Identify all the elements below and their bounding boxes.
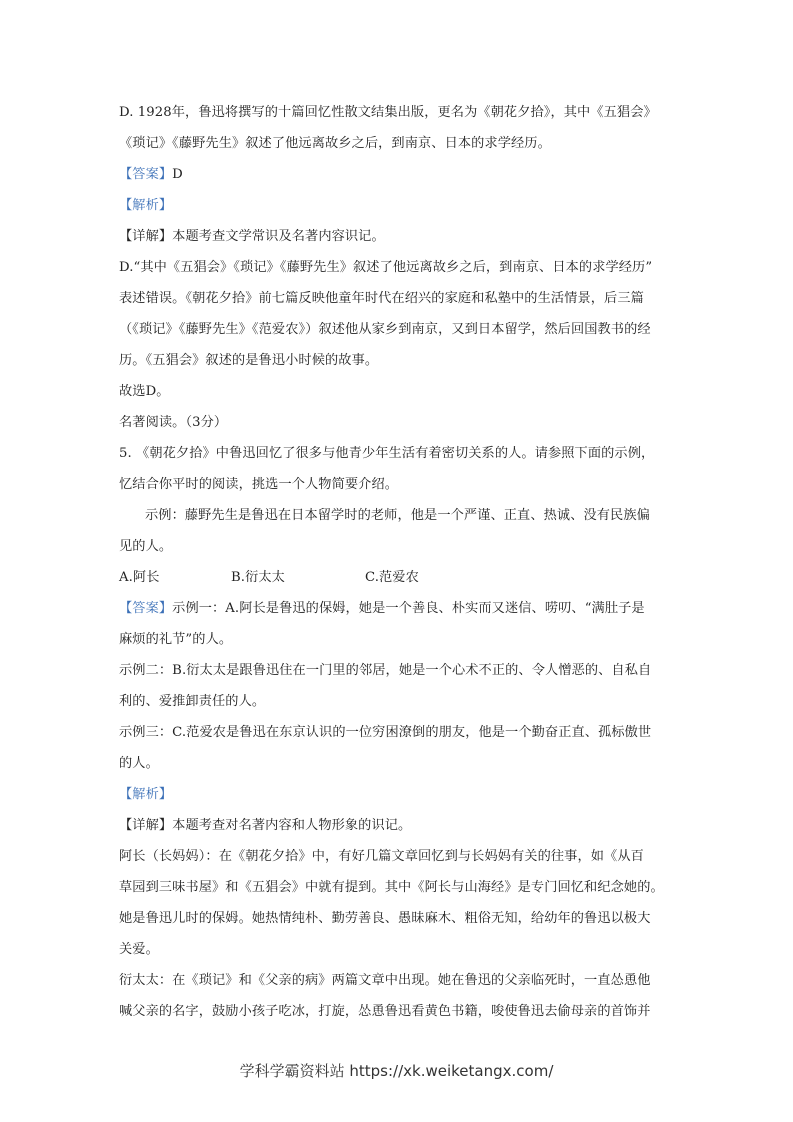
question-text: 忆结合你平时的阅读，挑选一个人物简要介绍。 (119, 477, 399, 492)
text-line: 示例二：B.衍太太是跟鲁迅住在一门里的邻居，她是一个心术不正的、令人憎恶的、自私自 (119, 663, 652, 678)
answer-text: 示例一：A.阿长是鲁迅的保姆，她是一个善良、朴实而又迷信、唠叨、“满肚子是 (172, 601, 645, 616)
text-line: 喊父亲的名字，鼓励小孩子吃冰，打旋，怂恿鲁迅看黄色书籍，唆使鲁迅去偷母亲的首饰并 (119, 1004, 651, 1019)
detail-line (119, 221, 679, 252)
text-line: D. 1928年，鲁迅将撰写的十篇回忆性散文结集出版，更名为《朝花夕拾》，其中《五猖会》 (119, 105, 657, 120)
document-body (119, 97, 679, 1027)
text-line: 麻烦的礼节”的人。 (119, 632, 233, 647)
text-line: 利的、爱推卸责任的人。 (119, 694, 266, 709)
option-a: A.阿长 (119, 570, 160, 585)
detail-tag: 【详解】 (119, 229, 173, 244)
detail-line (119, 810, 679, 841)
example-text: 见的人。 (119, 539, 173, 554)
text-line: 的人。 (119, 756, 159, 771)
text-line: 表述错误。《朝花夕拾》前七篇反映他童年时代在绍兴的家庭和私塾中的生活情景，后三篇 (119, 291, 644, 306)
answer-line (119, 593, 679, 624)
detail-text: 本题考查文学常识及名著内容识记。 (172, 229, 385, 244)
analysis-tag: 【解析】 (119, 787, 173, 802)
text-line: 示例三：C.范爱农是鲁迅在东京认识的一位穷困潦倒的朋友，他是一个勤奋正直、孤标傲世 (119, 725, 652, 740)
page-footer: 学科学霸资料站 https://xk.weiketangx.com/ (239, 1062, 554, 1080)
text-line: D.“其中《五猖会》《琐记》《藤野先生》叙述了他远离故乡之后，到南京、日本的求学经历” (119, 260, 653, 275)
analysis-line (119, 779, 679, 810)
analysis-tag: 【解析】 (119, 198, 173, 213)
analysis-line (119, 190, 679, 221)
options-line (119, 562, 679, 593)
answer-line (119, 159, 679, 190)
text-line: （《琐记》《藤野先生》《范爱农》）叙述他从家乡到南京，又到日本留学，然后回国教书的经 (119, 322, 651, 337)
text-line: 衍太太：在《琐记》和《父亲的病》两篇文章中出现。她在鲁迅的父亲临死时，一直怂恿他 (119, 973, 651, 988)
answer-tag: 【答案】 (119, 601, 173, 616)
text-line: 关爱。 (119, 942, 159, 957)
answer-tag: 【答案】 (119, 167, 173, 182)
text-line: 阿长（长妈妈）：在《朝花夕拾》中，有好几篇文章回忆到与长妈妈有关的往事，如《从百 (119, 849, 644, 864)
detail-tag: 【详解】 (119, 818, 173, 833)
text-line: 故选D。 (119, 384, 170, 399)
option-c: C.范爱农 (365, 570, 419, 585)
text-line: 草园到三味书屋》和《五猖会》中就有提到。其中《阿长与山海经》是专门回忆和纪念她的。 (119, 880, 664, 895)
text-line: 《琐记》《藤野先生》叙述了他远离故乡之后，到南京、日本的求学经历。 (119, 136, 551, 151)
option-b: B.衍太太 (231, 570, 285, 585)
answer-text: D (172, 167, 183, 182)
text-line: 她是鲁迅儿时的保姆。她热情纯朴、勤劳善良、愚昧麻木、粗俗无知，给幼年的鲁迅以极大 (119, 911, 651, 926)
example-text: 示例：藤野先生是鲁迅在日本留学时的老师，他是一个严谨、正直、热诚、没有民族偏 (145, 508, 650, 523)
detail-text: 本题考查对名著内容和人物形象的识记。 (172, 818, 412, 833)
section-heading: 名著阅读。（3分） (119, 415, 228, 430)
text-line: 历。《五猖会》叙述的是鲁迅小时候的故事。 (119, 353, 379, 368)
question-text: 5. 《朝花夕拾》中鲁迅回忆了很多与他青少年生活有着密切关系的人。请参照下面的示例， (119, 446, 655, 461)
